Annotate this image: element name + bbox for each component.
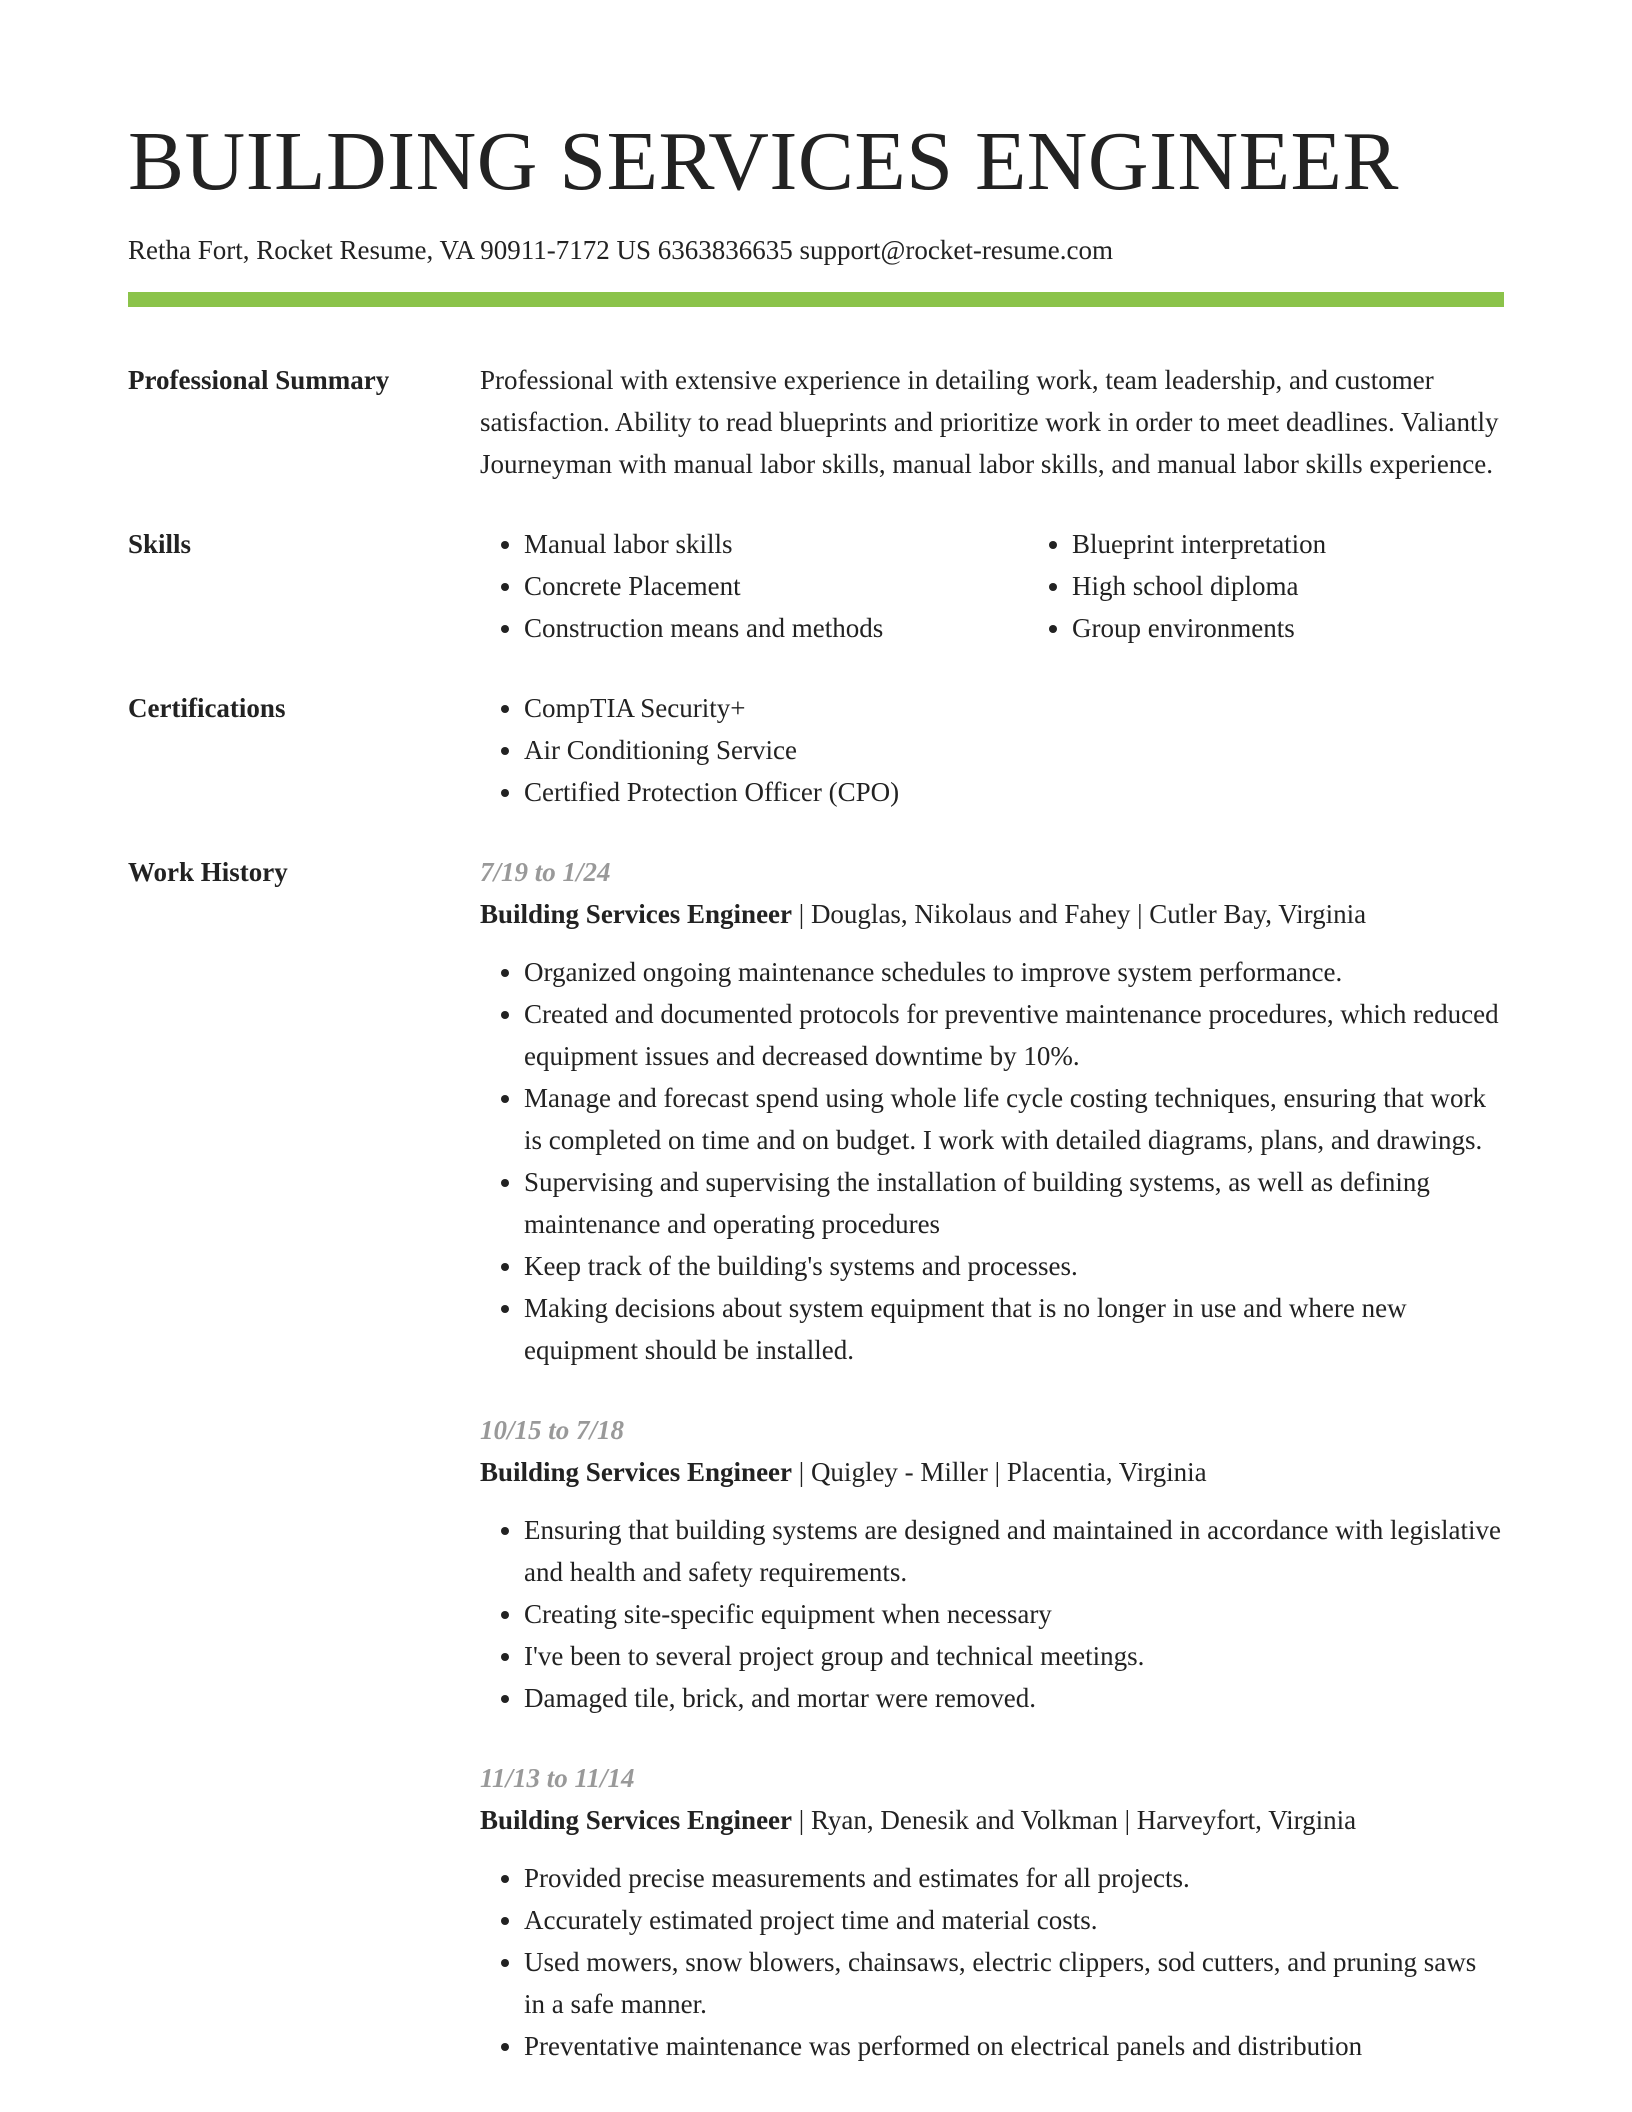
- job-bullet: • Supervising and supervising the installation of building systems, as well as defining maintenance and operating procedures: [524, 1161, 1504, 1245]
- job-bullet: • Created and documented protocols for preventive maintenance procedures, which reduced equipment issues and decreased downtime by 10%.: [524, 993, 1504, 1077]
- job-bullets: [480, 1509, 1504, 1719]
- job-entry: [480, 851, 1504, 1371]
- job-heading: [480, 893, 1504, 935]
- job-separator: |: [1124, 1805, 1130, 1836]
- job-bullet: • Organized ongoing maintenance schedules to improve system performance.: [524, 951, 1504, 993]
- resume-title: BUILDING SERVICES ENGINEER: [128, 115, 1399, 208]
- job-entry: [480, 1757, 1504, 2067]
- job-title: Building Services Engineer: [480, 1457, 793, 1488]
- job-bullets: [480, 1857, 1504, 2067]
- work-history-section: [128, 851, 1504, 2067]
- contact-email: support@rocket-resume.com: [799, 235, 1114, 265]
- resume-page: [128, 0, 1504, 2067]
- job-bullet: • Accurately estimated project time and material costs.: [524, 1899, 1504, 1941]
- job-bullet: • Ensuring that building systems are designed and maintained in accordance with legislative and health and safety requirements.: [524, 1509, 1504, 1593]
- job-separator: |: [798, 1805, 805, 1836]
- job-separator: |: [798, 1457, 805, 1488]
- section-label-skills: Skills: [128, 529, 192, 560]
- job-bullet: • Preventative maintenance was performed on electrical panels and distribution: [524, 2025, 1504, 2067]
- contact-phone: 6363836635: [657, 235, 793, 265]
- skill-item: • High school diploma: [1072, 565, 1532, 607]
- job-bullets: [480, 951, 1504, 1371]
- certification-item: • CompTIA Security+: [524, 687, 1504, 729]
- header-divider: [128, 292, 1504, 307]
- job-title: Building Services Engineer: [480, 1805, 793, 1836]
- skill-item: • Manual labor skills: [524, 523, 1028, 565]
- job-location: Placentia, Virginia: [1006, 1457, 1207, 1488]
- job-separator: |: [994, 1457, 1001, 1488]
- job-dates: 11/13 to 11/14: [480, 1763, 635, 1794]
- certification-item: • Certified Protection Officer (CPO): [524, 771, 1504, 813]
- skills-section: [128, 523, 1504, 649]
- certifications-content: [480, 687, 1504, 813]
- job-bullet: • Keep track of the building's systems and processes.: [524, 1245, 1504, 1287]
- skills-column-1: [480, 523, 1028, 649]
- skill-item: • Blueprint interpretation: [1072, 523, 1532, 565]
- section-label-certifications: Certifications: [128, 693, 286, 724]
- section-label-work-history: Work History: [128, 857, 288, 888]
- job-dates: 7/19 to 1/24: [480, 857, 611, 888]
- skill-item: • Concrete Placement: [524, 565, 1028, 607]
- job-separator: |: [798, 899, 805, 930]
- job-entry: [480, 1409, 1504, 1719]
- skills-content: [480, 523, 1532, 649]
- certification-item: • Air Conditioning Service: [524, 729, 1504, 771]
- job-bullet: • I've been to several project group and technical meetings.: [524, 1635, 1504, 1677]
- job-separator: |: [1137, 899, 1143, 930]
- contact-line: [128, 234, 1504, 266]
- job-heading: [480, 1451, 1504, 1493]
- job-bullet: • Manage and forecast spend using whole life cycle costing techniques, ensuring that work is completed on time and on budget. I work with detailed diagrams, plans, and drawings.: [524, 1077, 1504, 1161]
- summary-text: Professional with extensive experience in detailing work, team leadership, and customer satisfaction. Ability to read blueprints and prioritize work in order to meet deadlines. Valiantly Journeyman with manual labor skills, manual labor skills, and manual labor skills experience.: [480, 365, 1499, 480]
- contact-address: Retha Fort, Rocket Resume, VA 90911-7172 US: [128, 235, 651, 265]
- job-bullet: • Damaged tile, brick, and mortar were removed.: [524, 1677, 1504, 1719]
- job-bullet: • Used mowers, snow blowers, chainsaws, electric clippers, sod cutters, and pruning saws in a safe manner.: [524, 1941, 1504, 2025]
- job-company: Douglas, Nikolaus and Fahey: [810, 899, 1131, 930]
- skill-item: • Group environments: [1072, 607, 1532, 649]
- job-dates: 10/15 to 7/18: [480, 1415, 625, 1446]
- skills-column-2: [1028, 523, 1532, 649]
- summary-section: [128, 359, 1504, 485]
- certifications-list: [480, 687, 1504, 813]
- job-location: Harveyfort, Virginia: [1136, 1805, 1357, 1836]
- job-bullet: • Making decisions about system equipment that is no longer in use and where new equipment should be installed.: [524, 1287, 1504, 1371]
- job-bullet: • Provided precise measurements and estimates for all projects.: [524, 1857, 1504, 1899]
- section-label-summary: Professional Summary: [128, 365, 390, 396]
- job-company: Quigley - Miller: [810, 1457, 988, 1488]
- summary-content: [480, 359, 1504, 485]
- job-location: Cutler Bay, Virginia: [1149, 899, 1367, 930]
- job-company: Ryan, Denesik and Volkman: [810, 1805, 1118, 1836]
- job-bullet: • Creating site-specific equipment when necessary: [524, 1593, 1504, 1635]
- certifications-section: [128, 687, 1504, 813]
- skill-item: • Construction means and methods: [524, 607, 1028, 649]
- job-title: Building Services Engineer: [480, 899, 793, 930]
- job-heading: [480, 1799, 1504, 1841]
- work-history-content: [480, 851, 1504, 2067]
